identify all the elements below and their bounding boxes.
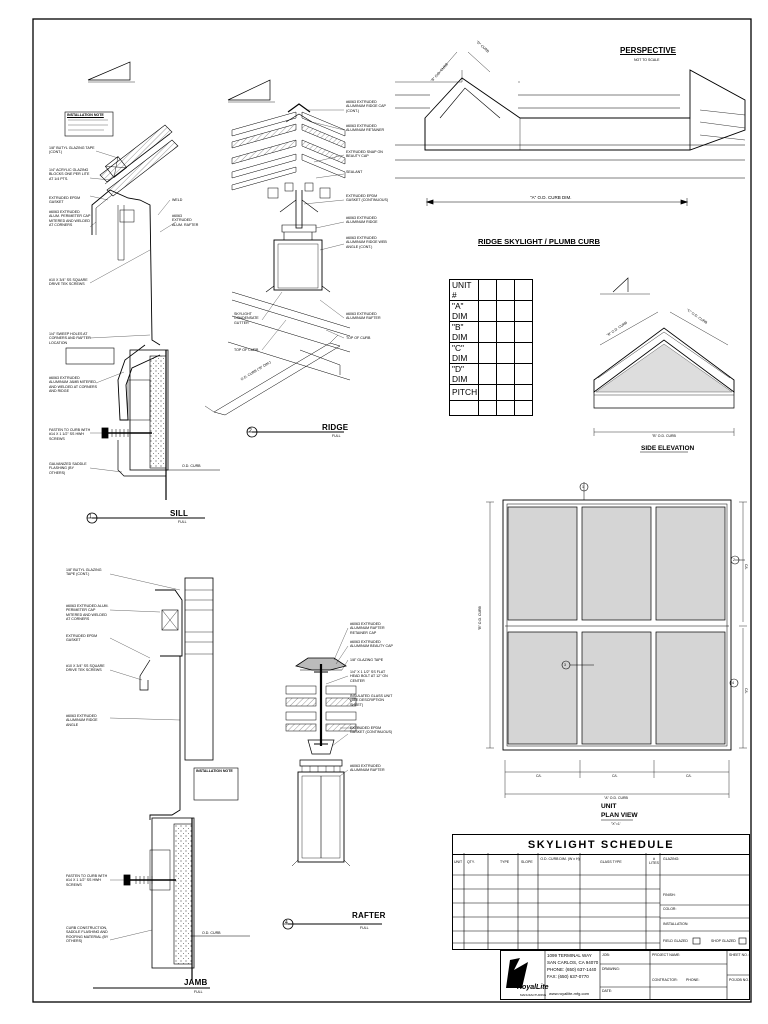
jamb-note: INSTALLATION NOTE [196, 769, 233, 773]
company-phone: PHONE: (650) 637-1440 [547, 967, 597, 972]
unit-dimension-table [449, 279, 533, 416]
jamb-note: O.D. CURB [202, 931, 221, 935]
rafter-title: RAFTER [352, 911, 386, 920]
schedule-col: TYPE [500, 860, 510, 864]
table-row [450, 280, 533, 301]
schedule-field: FINISH: [663, 893, 676, 897]
schedule-field: COLOR: [663, 907, 677, 911]
tb-field: PO/JOB NO.: [729, 978, 751, 982]
field-glazed-label: FIELD GLAZED [663, 939, 688, 943]
plan-view [340, 482, 747, 820]
ridge-skylight-title: RIDGE SKYLIGHT / PLUMB CURB [478, 237, 600, 246]
jamb-note: #10 X 3/4" SS SQUARE DRIVE TEK SCREWS [66, 664, 105, 673]
table-row-label: "A" DIM [450, 301, 479, 322]
ridge-od-dim: O.D. CURB ("B" DIM.) [240, 360, 272, 382]
side-elevation [594, 278, 734, 452]
ridge-note: #6063 EXTRUDED ALUMINUM RIDGE WEB ANGLE (CONT.) [346, 236, 387, 249]
schedule-col: O.D. CURB DIM. (W x H) [540, 857, 580, 861]
tb-field: DRAWING: [602, 967, 620, 971]
rafter-note: #6063 EXTRUDED ALUMINUM RAFTER [350, 764, 385, 773]
rafter-note: #6063 EXTRUDED ALUMINUM BEAUTY CAP [350, 640, 393, 649]
rafter-note: 1/8" GLAZING TAPE [350, 658, 384, 662]
company-name: RoyalLite [517, 984, 549, 991]
ridge-note: #6063 EXTRUDED ALUMINUM RETAINER [346, 124, 385, 133]
jamb-note: #6063 EXTRUDED ALUM. PERIMETER CAP MITERED AND WELDED AT CORNERS [66, 604, 109, 622]
ridge-note: #6063 EXTRUDED ALUMINUM RAFTER [346, 312, 381, 321]
side-elevation-dim-bottom: "B" O.D. CURB [652, 434, 676, 438]
plan-marker: 2 [733, 558, 735, 562]
ridge-note: SEALANT [346, 170, 363, 174]
sill-note: GALVANIZED SADDLE FLASHING (BY OTHERS) [49, 462, 87, 475]
plan-cl: C/L [744, 564, 748, 570]
company-city: SAN CARLOS, CA 94070 [547, 960, 599, 965]
tb-field: JOB: [602, 953, 610, 957]
sill-note: WELD [172, 198, 183, 202]
ridge-note: EXTRUDED EPDM GASKET (CONTINUOUS) [346, 194, 389, 203]
plan-dim-a: "A" O.D. CURB [604, 796, 628, 800]
tb-field: SHEET NO.: [729, 953, 749, 957]
side-elevation-dim-b: "B" O.D. CURB [606, 320, 629, 338]
ridge-note: TOP OF CURB [346, 336, 371, 340]
schedule-col: UNIT [454, 860, 463, 864]
schedule-field: INSTALLATION: [663, 922, 689, 926]
plan-cl: C/L [612, 774, 618, 778]
perspective-scale: NOT TO SCALE [634, 58, 660, 62]
jamb-note: #6063 EXTRUDED ALUMINUM RIDGE ANGLE [66, 714, 98, 727]
table-row [450, 343, 533, 364]
plan-view-scale: "X"=1' [611, 822, 621, 826]
schedule-col: GLASS TYPE [600, 860, 622, 864]
plan-marker: 1 [582, 485, 584, 489]
table-row-label: "C" DIM [450, 343, 479, 364]
tb-field: PROJECT NAME: [652, 953, 681, 957]
shop-glazed-label: SHOP GLAZED [711, 939, 736, 943]
schedule-field: GLAZING: [663, 857, 680, 861]
side-elevation-dim-c: "C" O.D. CURB [685, 308, 708, 325]
sill-marker: 1 [89, 514, 92, 520]
company-fax: FAX: (650) 637-0770 [547, 974, 589, 979]
plan-cl: C/L [744, 688, 748, 694]
sill-detail [65, 62, 220, 523]
ridge-title: RIDGE [322, 423, 349, 432]
sill-note: EXTRUDED EPDM GASKET [49, 196, 81, 205]
tb-field: DATE: [602, 989, 613, 993]
table-row-label: UNIT # [450, 280, 479, 301]
company-address: 1099 TERMINAL WAY [547, 953, 592, 958]
plan-dim-b: "B" O.D. CURB [478, 606, 482, 630]
schedule-title: SKYLIGHT SCHEDULE [453, 835, 749, 855]
perspective-view [395, 52, 745, 206]
table-row-label: PITCH [450, 385, 479, 401]
jamb-note: 1/8" BUTYL GLAZING TAPE (CONT.) [66, 568, 102, 577]
ridge-detail [205, 80, 350, 437]
plan-cl: C/L [536, 774, 542, 778]
table-row [450, 364, 533, 385]
jamb-scale: FULL [194, 990, 203, 994]
jamb-note: EXTRUDED EPDM GASKET [66, 634, 98, 643]
sill-scale: FULL [178, 520, 187, 524]
ridge-note: TOP OF CURB [234, 348, 259, 352]
rafter-note: EXTRUDED EPDM GASKET (CONTINUOUS) [350, 726, 393, 735]
ridge-note: #6063 EXTRUDED ALUMINUM RIDGE [346, 216, 378, 225]
perspective-dim-a: "A" O.D. CURB DIM. [530, 195, 572, 200]
table-row [450, 322, 533, 343]
rafter-note: #6063 EXTRUDED ALUMINUM RAFTER RETAINER CAP [350, 622, 385, 635]
schedule-col: SLOPE [521, 860, 533, 864]
table-row [450, 385, 533, 401]
schedule-col: QTY. [467, 860, 475, 864]
plan-unit-label: UNIT [601, 803, 617, 810]
ridge-scale: FULL [332, 434, 341, 438]
table-row [450, 400, 533, 416]
rafter-marker: 4 [285, 920, 288, 926]
side-elevation-title: SIDE ELEVATION [641, 445, 695, 452]
sill-note: 1/8" BUTYL GLAZING TAPE (CONT.) [49, 146, 95, 155]
tb-field: PHONE: [686, 978, 700, 982]
ridge-marker: 2 [249, 428, 252, 434]
plan-marker: 4 [732, 681, 734, 685]
plan-marker: 3 [564, 663, 566, 667]
schedule-col: # LITES [649, 857, 659, 865]
sill-note: #6063 EXTRUDED ALUM. RAFTER [172, 214, 199, 227]
perspective-dim-b: "B" O.D. CURB [430, 62, 449, 83]
sill-note: 1/4" ACRYLIC GLAZING BLOCKS ONE PER LITE AT 1/4 PTS. [49, 168, 90, 181]
sill-note: #6063 EXTRUDED ALUM. PERIMETER CAP MITERED AND WELDED AT CORNERS [49, 210, 91, 228]
table-row-label: "D" DIM [450, 364, 479, 385]
ridge-note: SKYLIGHT CONDENSATE GUTTER [234, 312, 259, 325]
table-row [450, 301, 533, 322]
jamb-detail [93, 574, 250, 988]
sill-note: FASTEN TO CURB WITH #14 X 1 1/2" SS HWH SCREWS [49, 428, 91, 441]
perspective-dim-d: "D" CURB [475, 40, 490, 54]
rafter-note: 1/4" X 1 1/2" SS FLAT HEAD BOLT AT 12" ON CENTER [350, 670, 388, 683]
skylight-schedule [452, 834, 750, 950]
sill-title: SILL [170, 509, 189, 518]
perspective-title: PERSPECTIVE [620, 46, 677, 55]
ridge-note: EXTRUDED SNAP ON BEAUTY CAP [346, 150, 383, 159]
plan-view-title: PLAN VIEW [601, 812, 638, 819]
company-sub: MANUFACTURING [520, 993, 547, 997]
ridge-note: #6063 EXTRUDED ALUMINUM RIDGE CAP (CONT.) [346, 100, 386, 113]
plan-cl: C/L [686, 774, 692, 778]
sill-note: 1/4" SWEEP HOLES AT CORNERS AND RAFTER LOCATION [49, 332, 91, 345]
rafter-scale: FULL [360, 926, 369, 930]
company-web: www.royallite-mfg.com [549, 991, 590, 996]
sill-callout-note: INSTALLATION NOTE [67, 113, 104, 117]
tb-field: CONTRACTOR: [652, 978, 678, 982]
sill-note: O.D. CURB [182, 464, 201, 468]
table-row-label: "B" DIM [450, 322, 479, 343]
jamb-note: CURB CONSTRUCTION, SADDLE FLASHING AND ROOFING MATERIAL (BY OTHERS) [66, 926, 109, 944]
rafter-note: INSULATED GLASS UNIT (SEE DESCRIPTION SHEET) [350, 694, 393, 707]
sill-note: #10 X 3/4" SS SQUARE DRIVE TEK SCREWS [49, 278, 88, 287]
jamb-note: FASTEN TO CURB WITH #14 X 1 1/2" SS HWH SCREWS [66, 874, 108, 887]
jamb-title: JAMB [184, 978, 208, 987]
sill-note: #6063 EXTRUDED ALUMINUM JAMB MITERED AND WELDED AT CORNERS AND RIDGE [49, 376, 97, 394]
